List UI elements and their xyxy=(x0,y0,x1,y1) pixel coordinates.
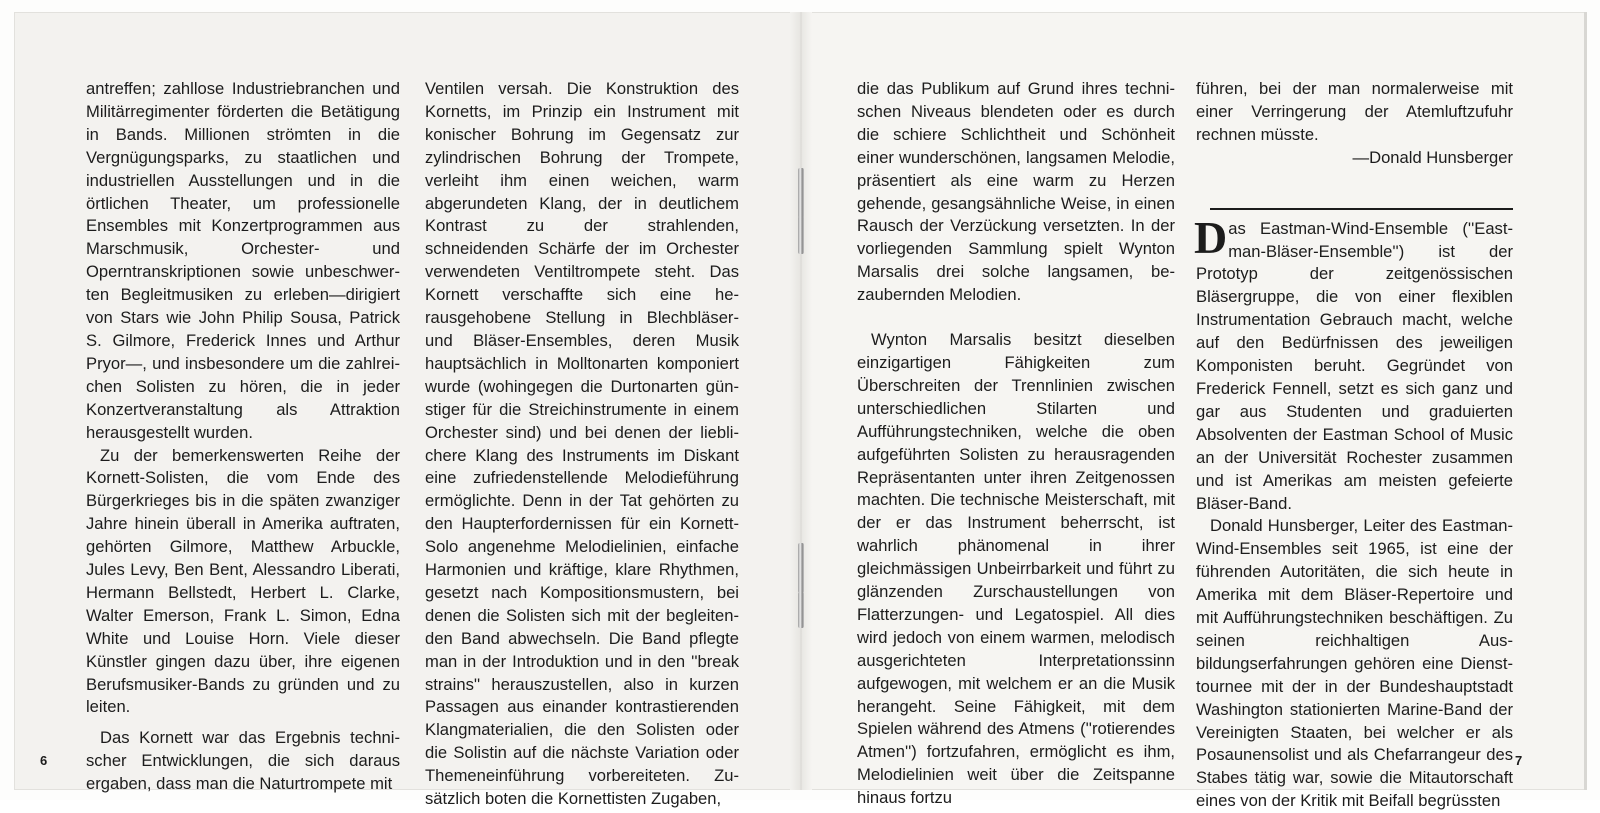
staple xyxy=(798,543,804,593)
paragraph: die das Publikum auf Grund ihres technischen Niveaus blendeten oder es durch die schiere Schlichtheit und Schönheit einer wunderschönen, langsamen Melodie, präsentiert als eine warm zu Herzen gehende, gesangsähnliche Weise, in einen Rausch der Verzückung versetzten. In der vorliegenden Sammlung spielt Wynton Marsalis drei solche langsamen, bezaubernden Melodien. xyxy=(857,79,1175,305)
staple xyxy=(798,592,804,628)
page-number-left: 6 xyxy=(40,753,48,768)
paragraph-text: as Eastman-Wind-Ensemble (''Eastman-Bläser-Ensemble'') ist der Prototyp der zeitgenössischen Bläsergruppe, die von einer flexiblen Instrumentation Gebrauch macht, welche auf den Bedürfnissen des jeweiligen Komponisten beruht. Gegründet von Frederick Fennell, setzt es sich ganz und gar aus Studenten und graduierten Absolventen der Eastman School of Music an der Universität Rochester zusammen und ist Amerikas am meisten gefeierte Bläser-Band. xyxy=(1196,218,1513,513)
paragraph: Das Kornett war das Ergebnis technischer Entwicklungen, die sich daraus ergaben, dass man die Naturtrompete mit xyxy=(86,728,400,794)
paragraph: antreffen; zahllose Industriebranchen und Militärregimenter förderten die Betätigung in Bands. Millionen strömten in die Vergnügungsparks, zu staatlichen und industriellen Ausstellungen und in die örtlichen Theater, um professionelle Ensembles mit Konzertprogrammen aus Marschmusik, Orchester- und Operntranskriptionen sowie unbeschwerten Begleitmusiken zu erleben—dirigiert von Stars wie John Philip Sousa, Patrick S. Gilmore, Frederick Innes und Arthur Pryor—, und insbesondere um die zahlreichen Solisten zu hören, die in jeder Konzertveranstaltung als Attraktion herausgestellt wurden. xyxy=(86,79,400,442)
text-column-4 xyxy=(1196,78,1513,813)
paragraph: Donald Hunsberger, Leiter des Eastman-Wind-Ensembles seit 1965, ist eine der führenden Autoritäten, die sich heute in Amerika mit dem Bläser-Repertoire und mit Aufführungstechniken beschäftigen. Zu seinen reichhaltigen Ausbildungserfahrungen gehören eine Diensttournee mit der in der Bundeshauptstadt Washington stationierten Marine-Band der Vereinigten Staaten, bei welcher er als Posaunensolist und als Chefarrangeur des Stabes tätig war, sowie die Mitautorschaft eines von der Kritik mit Beifall begrüssten xyxy=(1196,516,1513,811)
page-edge xyxy=(1584,12,1587,790)
binding-gutter xyxy=(790,12,812,790)
text-column-3 xyxy=(857,78,1175,810)
paragraph: Ventilen versah. Die Konstruktion des Kornetts, im Prinzip ein Instrument mit konischer Bohrung im Gegensatz zur zylindrischen Bohrung der Trompete, verleiht ihm einen weichen, warm abgerundeten Klang, der in deutlichem Kontrast zu der strahlenden, schneidenden Schärfe der im Orchester verwendeten Ventiltrompete steht. Das Kornett verschaffte sich eine herausgehobene Stellung in Blechbläser- und Bläser-Ensembles, deren Musik hauptsächlich in Molltonarten komponiert wurde (wohingegen die Durtonarten günstiger für die Streichinstrumente in einem Orchester sind) und bei denen der lieblichere Klang des Instruments im Diskant eine zufriedenstellende Melodieführung ermöglichte. Denn in der Tat gehörten zu den Haupterfordernissen für ein Kornett-Solo angenehme Melodielinien, einfache Harmonien und kräftige, klare Rhythmen, gesetzt nach Kompositionsmustern, bei denen die Solisten sich mit der begleitenden Band abwechseln. Die Band pflegte man in der Introduktion und in den ''break strains'' herauszustellen, also in kurzen Passagen aus einander kontrastierenden Klangmaterialien, die den Solisten oder die Solistin auf die nächste Variation oder Themeneinführung vorbereiteten. Zusätzlich boten die Kornettisten Zugaben, xyxy=(425,79,739,809)
paragraph: führen, bei der man normalerweise mit einer Verringerung der Atemluftzufuhr rechnen müsste. xyxy=(1196,79,1513,144)
staple xyxy=(798,216,804,254)
author-signature: —Donald Hunsberger xyxy=(1352,147,1513,167)
paragraph: Wynton Marsalis besitzt dieselben einzigartigen Fähigkeiten zum Überschreiten der Trennlinien zwischen unterschiedlichen Stilarten und Aufführungstechniken, welche die oben aufgeführten Solisten zu herausragenden Repräsentanten unter ihren Zeitgenossen machten. Die technische Meisterschaft, mit der er das Instrument beherrscht, ist wahrlich phänomenal in ihrer gleichmässigen Unbeirrbarkeit und führt zu glänzenden Zurschaustellungen von Flatterzungen- und Legatospiel. All dies wird jedoch von einem warmen, melodisch ausgerichteten Interpretationssinn aufgewogen, mit welchem er an die Musik herangeht. Seine Fähigkeit, mit dem Spielen während des Atmens (''rotierendes Atmen'') fortzufahren, ermöglicht es ihm, Melodielinien weit über die Zeitspanne hinaus fortzu xyxy=(857,330,1175,808)
paragraph xyxy=(1194,211,1513,516)
staple xyxy=(798,168,804,218)
text-column-2 xyxy=(425,78,739,811)
drop-cap: D xyxy=(1194,211,1228,263)
text-column-1 xyxy=(86,78,400,796)
section-rule xyxy=(1210,208,1513,210)
page-number-right: 7 xyxy=(1515,753,1523,768)
paragraph: Zu der bemerkenswerten Reihe der Kornett-Solisten, die vom Ende des Bürgerkrieges bis in die späten zwanziger Jahre hinein überall in Amerika auftraten, gehörten Gilmore, Matthew Arbuckle, Jules Levy, Ben Bent, Alessandro Liberati, Hermann Bellstedt, Herbert L. Clarke, Walter Emerson, Frank L. Simon, Edna White und Louise Horn. Viele dieser Künstler gingen dazu über, ihre eigenen Berufsmusiker-Bands zu gründen und zu leiten. xyxy=(86,445,400,717)
